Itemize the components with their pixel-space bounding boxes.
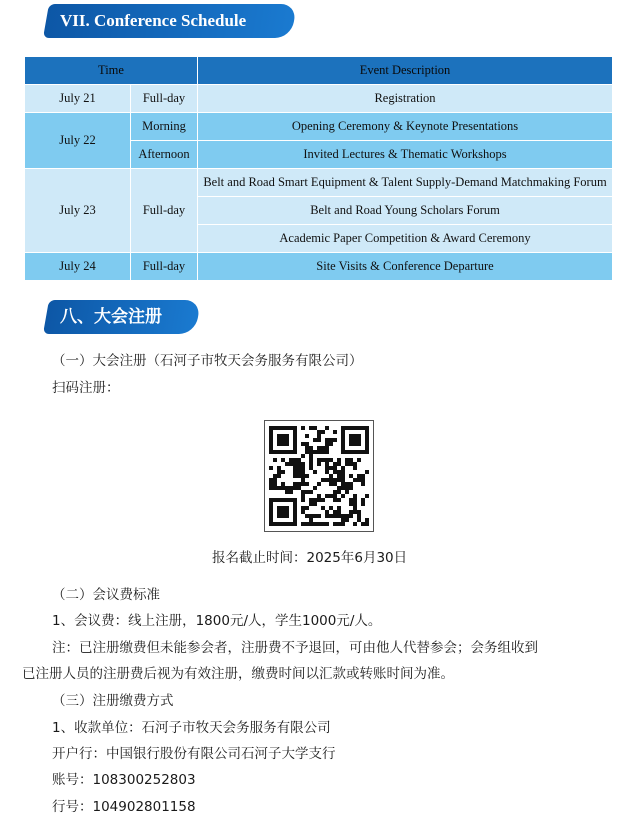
event-cell: Invited Lectures & Thematic Workshops (198, 141, 613, 169)
event-cell: Opening Ceremony & Keynote Presentations (198, 113, 613, 141)
note-line-2: 已注册人员的注册费后视为有效注册，缴费时间以汇款或转账时间为准。 (22, 666, 454, 682)
event-cell: Site Visits & Conference Departure (198, 253, 613, 281)
time-cell: Morning (131, 113, 198, 141)
registration-subheading: （一）大会注册（石河子市牧天会务服务有限公司） (52, 353, 363, 369)
date-cell: July 22 (25, 113, 131, 169)
date-cell: July 24 (25, 253, 131, 281)
schedule-header-row (25, 57, 613, 85)
table-row (25, 169, 613, 197)
scan-label: 扫码注册： (52, 380, 120, 396)
note-line-1: 注：已注册缴费但未能参会者，注册费不予退回，可由他人代替参会；会务组收到 (52, 640, 538, 656)
fee-text: 1、会议费：线上注册，1800元/人，学生1000元/人。 (52, 613, 382, 629)
payment-subheading: （三）注册缴费方式 (52, 693, 174, 709)
deadline-text: 报名截止时间：2025年6月30日 (212, 550, 408, 566)
account-text: 账号：108300252803 (52, 772, 196, 788)
time-cell: Full-day (131, 253, 198, 281)
table-row (25, 253, 613, 281)
bank-number-text: 行号：104902801158 (52, 799, 196, 815)
event-cell: Registration (198, 85, 613, 113)
event-cell: Academic Paper Competition & Award Ceremony (198, 225, 613, 253)
date-cell: July 21 (25, 85, 131, 113)
payee-text: 1、收款单位：石河子市牧天会务服务有限公司 (52, 720, 331, 736)
header-time: Time (25, 57, 198, 85)
fee-subheading: （二）会议费标准 (52, 587, 160, 603)
time-cell: Full-day (131, 85, 198, 113)
bank-text: 开户行：中国银行股份有限公司石河子大学支行 (52, 746, 336, 762)
section-7-title: VII. Conference Schedule (60, 11, 247, 30)
event-cell: Belt and Road Young Scholars Forum (198, 197, 613, 225)
schedule-table (24, 56, 613, 281)
table-row (25, 113, 613, 141)
event-cell: Belt and Road Smart Equipment & Talent Supply-Demand Matchmaking Forum (198, 169, 613, 197)
time-cell: Full-day (131, 169, 198, 253)
header-event: Event Description (198, 57, 613, 85)
time-cell: Afternoon (131, 141, 198, 169)
date-cell: July 23 (25, 169, 131, 253)
section-8-banner (43, 300, 201, 334)
section-8-title: 八、大会注册 (60, 307, 162, 327)
qr-code-icon[interactable] (264, 420, 374, 532)
section-7-banner (43, 4, 297, 38)
table-row (25, 85, 613, 113)
